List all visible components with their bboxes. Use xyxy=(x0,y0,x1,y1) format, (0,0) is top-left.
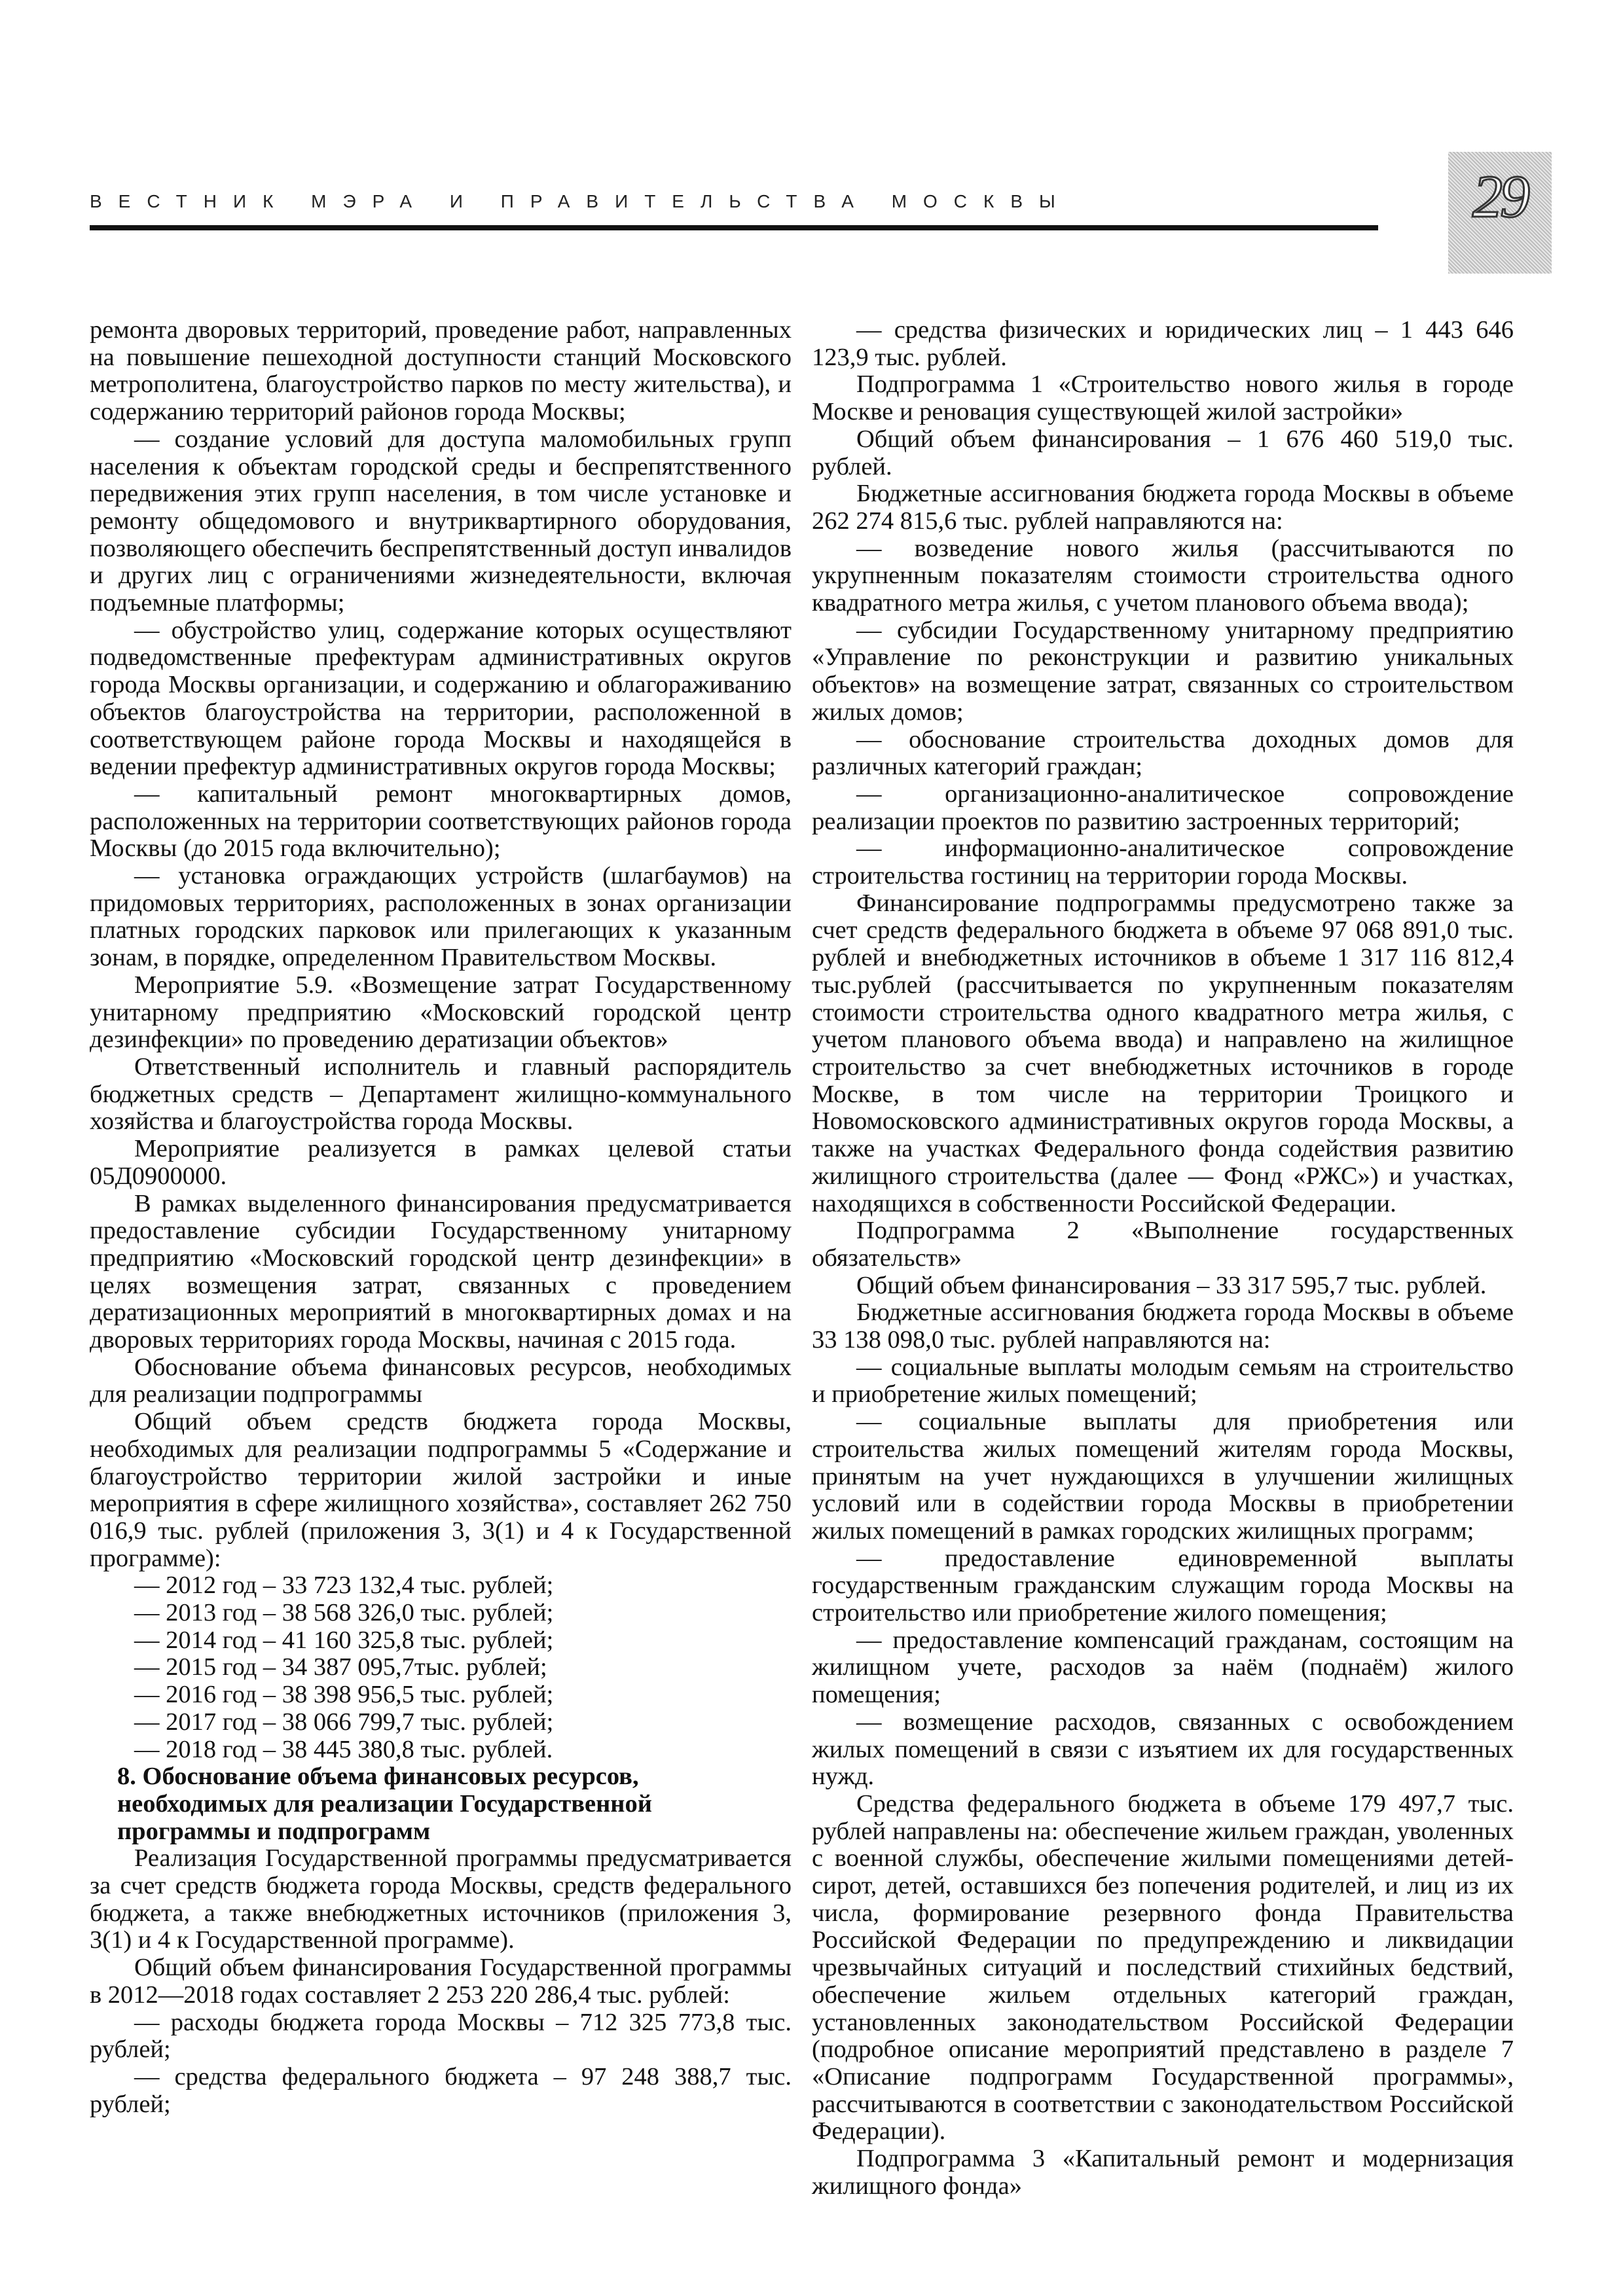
page-number-badge xyxy=(1448,152,1552,274)
paragraph: ремонта дворовых территорий, проведение работ, направленных на повышение пешеходной доступности станций Московского метрополитена, благоустройство парков по месту жительства), и содержанию территорий районов города Москвы; xyxy=(90,316,792,426)
right-column xyxy=(812,317,1514,2200)
paragraph: Общий объем средств бюджета города Москвы, необходимых для реализации подпрограммы 5 «Содержание и благоустройство территории жилой застройки и иные мероприятия в сфере жилищного хозяйства», составляет 262 750 016,9 тыс. рублей (приложения 3, 3(1) и 4 к Государственной программе): xyxy=(90,1408,792,1572)
left-column xyxy=(90,317,792,2118)
paragraph: — субсидии Государственному унитарному предприятию «Управление по реконструкции и развитию уникальных объектов» на возмещение затрат, связанных со строительством жилых домов; xyxy=(812,616,1514,726)
page-number: 29 xyxy=(1472,163,1527,230)
paragraph: Мероприятие 5.9. «Возмещение затрат Государственному унитарному предприятию «Московский городской центр дезинфекции» по проведению дератизации объектов» xyxy=(90,971,792,1054)
paragraph: — информационно-аналитическое сопровождение строительства гостиниц на территории города Москвы. xyxy=(812,834,1514,890)
section-heading: 8. Обоснование объема финансовых ресурсов, необходимых для реализации Государственной программы и подпрограмм xyxy=(117,1763,652,1845)
paragraph: — 2015 год – 34 387 095,7тыс. рублей; xyxy=(134,1653,547,1681)
paragraph: — возмещение расходов, связанных с освобождением жилых помещений в связи с изъятием их для государственных нужд. xyxy=(812,1708,1514,1791)
paragraph: Средства федерального бюджета в объеме 179 497,7 тыс. рублей направлены на: обеспечение жильем граждан, уволенных с военной службы, обеспечение жилыми помещениями детей-сирот, детей, оставшихся без попечения родителей, и лиц из их числа, формирование резервного фонда Правительства Российской Федерации по предупреждению и ликвидации чрезвычайных ситуаций и последствий стихийных бедствий, обеспечение жильем отдельных категорий граждан, установленных законодательством Российской Федерации (подробное описание мероприятий представлено в разделе 7 «Описание подпрограмм Государственной программы», рассчитываются в соответствии с законодательством Российской Федерации). xyxy=(812,1789,1514,2145)
paragraph: — создание условий для доступа маломобильных групп населения к объектам городской среды и беспрепятственного передвижения этих групп населения, в том числе установке и ремонту общедомового и внутриквартирного оборудования, позволяющего обеспечить беспрепятственный доступ инвалидов и других лиц с ограничениями жизнедеятельности, включая подъемные платформы; xyxy=(90,425,792,617)
paragraph: — установка ограждающих устройств (шлагбаумов) на придомовых территориях, расположенных в зонах организации платных городских парковок или прилегающих к указанным зонам, в порядке, определенном Правительством Москвы. xyxy=(90,862,792,972)
paragraph: — обустройство улиц, содержание которых осуществляют подведомственные префектурам административных округов города Москвы организации, и содержанию и облагораживанию объектов благоустройства на территории, расположенной в соответствующем районе города Москвы и находящейся в ведении префектур административных округов города Москвы; xyxy=(90,616,792,781)
paragraph: Реализация Государственной программы предусматривается за счет средств бюджета города Москвы, средств федерального бюджета, а также внебюджетных источников (приложения 3, 3(1) и 4 к Государственной программе). xyxy=(90,1844,792,1954)
paragraph: — социальные выплаты для приобретения или строительства жилых помещений жителям города Москвы, принятым на учет нуждающихся в улучшении жилищных условий или в содействии города Москвы в приобретении жилых помещений в рамках городских жилищных программ; xyxy=(812,1408,1514,1545)
paragraph: — возведение нового жилья (рассчитываются по укрупненным показателям стоимости строительства одного квадратного метра жилья, с учетом планового объема ввода); xyxy=(812,534,1514,617)
paragraph: Подпрограмма 2 «Выполнение государственных обязательств» xyxy=(812,1217,1514,1272)
paragraph: — предоставление компенсаций гражданам, состоящим на жилищном учете, расходов за наём (поднаём) жилого помещения; xyxy=(812,1626,1514,1709)
paragraph: — расходы бюджета города Москвы – 712 325 773,8 тыс. рублей; xyxy=(90,2008,792,2064)
paragraph: Бюджетные ассигнования бюджета города Москвы в объеме 33 138 098,0 тыс. рублей направляются на: xyxy=(812,1299,1514,1354)
paragraph: — организационно-аналитическое сопровождение реализации проектов по развитию застроенных территорий; xyxy=(812,780,1514,835)
paragraph: — средства физических и юридических лиц – 1 443 646 123,9 тыс. рублей. xyxy=(812,316,1514,371)
paragraph: Финансирование подпрограммы предусмотрено также за счет средств федерального бюджета в объеме 97 068 891,0 тыс. рублей и внебюджетных источников в объеме 1 317 116 812,4 тыс.рублей (рассчитывается по укрупненным показателям стоимости строительства одного квадратного метра жилья, с учетом планового объема ввода) и направлено на жилищное строительство за счет внебюджетных источников в городе Москве, в том числе на территории Троицкого и Новомосковского административных округов города Москвы, а также на участках Федерального фонда содействия развитию жилищного строительства (далее — Фонд «РЖС») и участках, находящихся в собственности Российской Федерации. xyxy=(812,889,1514,1217)
paragraph: — обоснование строительства доходных домов для различных категорий граждан; xyxy=(812,725,1514,781)
header-rule xyxy=(90,225,1378,230)
paragraph: — предоставление единовременной выплаты государственным гражданским служащим города Москвы на строительство или приобретение жилого помещения; xyxy=(812,1544,1514,1627)
paragraph: Ответственный исполнитель и главный распорядитель бюджетных средств – Департамент жилищно-коммунального хозяйства и благоустройства города Москвы. xyxy=(90,1052,792,1136)
paragraph: Общий объем финансирования – 1 676 460 519,0 тыс. рублей. xyxy=(812,425,1514,480)
running-title: ВЕСТНИК МЭРА И ПРАВИТЕЛЬСТВА МОСКВЫ xyxy=(90,191,1072,211)
paragraph: — 2017 год – 38 066 799,7 тыс. рублей; xyxy=(134,1708,554,1736)
paragraph: — 2018 год – 38 445 380,8 тыс. рублей. xyxy=(134,1735,553,1763)
paragraph: — социальные выплаты молодым семьям на строительство и приобретение жилых помещений; xyxy=(812,1353,1514,1408)
paragraph: — 2013 год – 38 568 326,0 тыс. рублей; xyxy=(134,1599,554,1627)
paragraph: В рамках выделенного финансирования предусматривается предоставление субсидии Государственному унитарному предприятию «Московский городской центр дезинфекции» в целях возмещения затрат, связанных с проведением дератизационных мероприятий в многоквартирных домах и на дворовых территориях города Москвы, начиная с 2015 года. xyxy=(90,1189,792,1354)
paragraph: — 2014 год – 41 160 325,8 тыс. рублей; xyxy=(134,1626,554,1654)
paragraph: — капитальный ремонт многоквартирных домов, расположенных на территории соответствующих районов города Москвы (до 2015 года включительно); xyxy=(90,780,792,863)
paragraph: — 2012 год – 33 723 132,4 тыс. рублей; xyxy=(134,1571,554,1600)
paragraph: Подпрограмма 3 «Капитальный ремонт и модернизация жилищного фонда» xyxy=(812,2145,1514,2200)
paragraph: Мероприятие реализуется в рамках целевой статьи 05Д0900000. xyxy=(90,1135,792,1190)
paragraph: Подпрограмма 1 «Строительство нового жилья в городе Москве и реновация существующей жилой застройки» xyxy=(812,370,1514,426)
paragraph: — средства федерального бюджета – 97 248 388,7 тыс. рублей; xyxy=(90,2063,792,2118)
paragraph: Бюджетные ассигнования бюджета города Москвы в объеме 262 274 815,6 тыс. рублей направляются на: xyxy=(812,480,1514,535)
paragraph: Общий объем финансирования – 33 317 595,7 тыс. рублей. xyxy=(856,1271,1487,1299)
paragraph: Общий объем финансирования Государственной программы в 2012—2018 годах составляет 2 253 220 286,4 тыс. рублей: xyxy=(90,1954,792,2009)
paragraph: Обоснование объема финансовых ресурсов, необходимых для реализации подпрограммы xyxy=(90,1353,792,1408)
paragraph: — 2016 год – 38 398 956,5 тыс. рублей; xyxy=(134,1681,554,1709)
